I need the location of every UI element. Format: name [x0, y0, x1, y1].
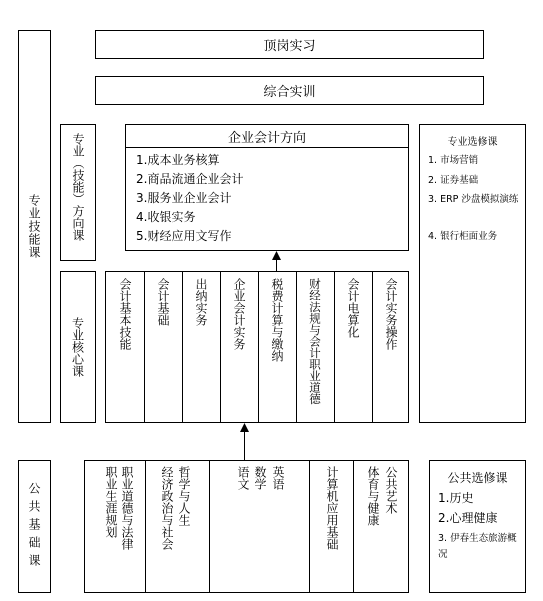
professional-elective-box	[419, 124, 526, 423]
public-elective-item	[438, 531, 522, 563]
internship-label: 顶岗实习	[263, 39, 316, 54]
public-course: 哲学与人生	[177, 466, 191, 526]
public-course: 职业道德与法律	[120, 466, 134, 550]
public-course: 经济政治与社会	[160, 466, 174, 550]
direction-course-box	[60, 124, 96, 261]
public-course: 职业生涯规划	[104, 466, 118, 538]
divider	[258, 272, 259, 422]
public-elective-item: 2.心理健康	[438, 511, 498, 525]
public-course: 语文	[236, 466, 250, 490]
professional-elective-item-text: 3. ERP 沙盘模拟演练	[428, 194, 519, 205]
direction-item: 4.收银实务	[136, 210, 196, 224]
core-course: 会计电算化	[346, 278, 360, 338]
public-elective-title: 公共选修课	[447, 471, 508, 485]
divider	[334, 272, 335, 422]
comprehensive-training-label: 综合实训	[263, 85, 316, 100]
professional-elective-title: 专业选修课	[447, 137, 498, 148]
divider	[144, 272, 145, 422]
public-elective-item-text: 3. 伊春生态旅游概况	[438, 533, 517, 560]
core-course-label: 专业核心课	[70, 317, 85, 377]
direction-course-label: 专业（技能）方向课	[71, 133, 85, 241]
public-course: 体育与健康	[366, 466, 380, 526]
public-course: 计算机应用基础	[325, 466, 339, 550]
professional-elective-item: 1. 市场营销	[428, 155, 479, 166]
direction-item: 5.财经应用文写作	[136, 229, 232, 243]
professional-elective-item: 2. 证券基础	[428, 175, 479, 186]
professional-skills-label: 专业技能课	[27, 194, 41, 259]
public-course: 数学	[253, 466, 267, 490]
divider	[209, 461, 210, 592]
divider	[309, 461, 310, 592]
divider	[353, 461, 354, 592]
public-courses-box	[84, 460, 409, 593]
divider	[372, 272, 373, 422]
professional-elective-item	[428, 192, 520, 207]
enterprise-accounting-box	[125, 124, 409, 251]
direction-item: 2.商品流通企业会计	[136, 172, 244, 186]
enterprise-accounting-title-row	[126, 125, 408, 148]
core-course: 财经法规与会计职业道德	[308, 278, 322, 405]
public-course: 英语	[271, 466, 285, 490]
professional-skills-box	[18, 30, 51, 423]
public-elective-item: 1.历史	[438, 491, 474, 505]
core-course: 会计实务操作	[384, 278, 398, 350]
divider	[182, 272, 183, 422]
public-basic-box	[18, 460, 51, 593]
public-elective-box	[429, 460, 526, 593]
core-course: 企业会计实务	[232, 278, 246, 350]
arrow-up-icon	[240, 423, 249, 432]
divider	[296, 272, 297, 422]
direction-item: 3.服务业企业会计	[136, 191, 232, 205]
arrow-public-to-core	[244, 430, 245, 460]
core-course: 会计基础	[156, 278, 170, 326]
core-course-box	[60, 271, 96, 423]
professional-elective-item: 4. 银行柜面业务	[428, 231, 498, 242]
core-courses-box	[105, 271, 409, 423]
arrow-up-icon	[272, 251, 281, 260]
enterprise-accounting-title: 企业会计方向	[227, 130, 306, 146]
divider	[220, 272, 221, 422]
divider	[145, 461, 146, 592]
public-course: 公共艺术	[384, 466, 398, 514]
comprehensive-training-box	[95, 76, 484, 105]
direction-item: 1.成本业务核算	[136, 153, 220, 167]
core-course: 税费计算与缴纳	[270, 278, 284, 362]
public-basic-label: 公共基础课	[27, 481, 41, 572]
internship-box	[95, 30, 484, 59]
core-course: 出纳实务	[194, 278, 208, 326]
core-course: 会计基本技能	[118, 278, 132, 350]
